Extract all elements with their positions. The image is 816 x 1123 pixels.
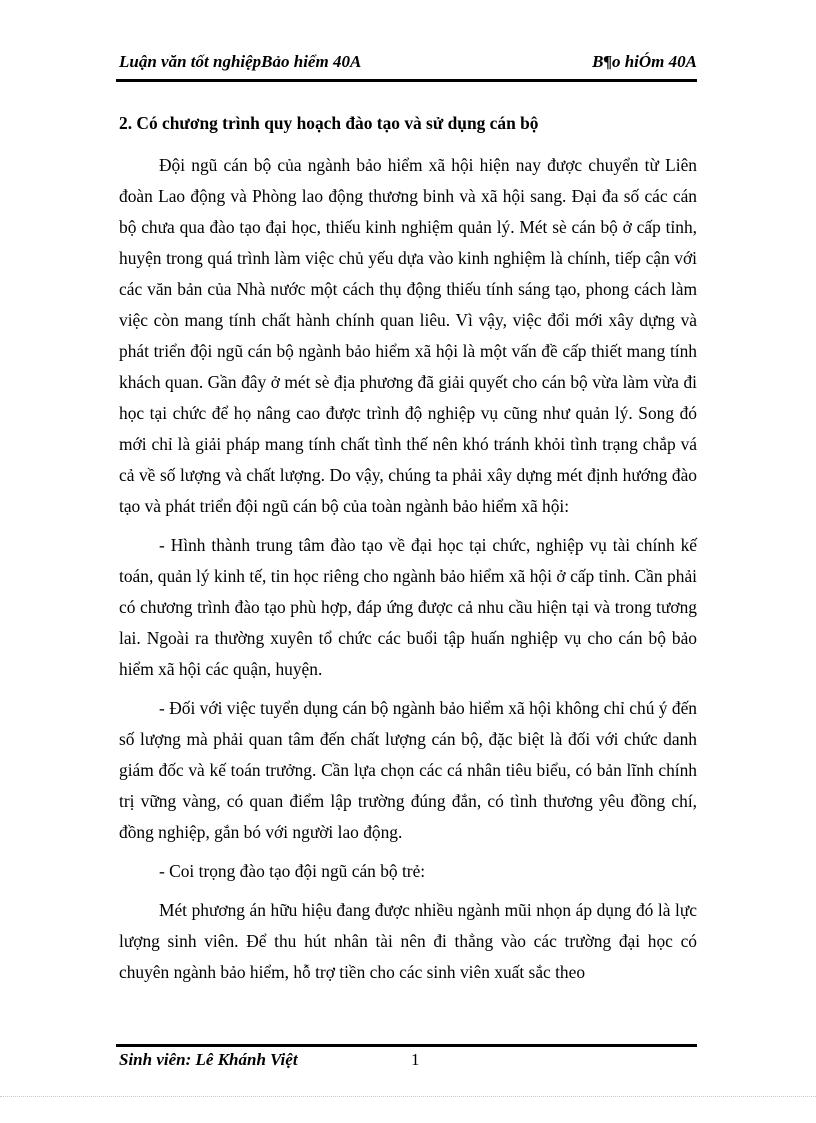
paragraph-training-center: - Hình thành trung tâm đào tạo về đại học tại chức, nghiệp vụ tài chính kế toán, quản lý kinh tế, tin học riêng cho ngành bảo hiểm xã hội ở cấp tỉnh. Cần phải có chương trình đào tạo phù hợp, đáp ứng được cả nhu cầu hiện tại và trong tương lai. Ngoài ra thường xuyên tổ chức các buổi tập huấn nghiệp vụ cho cán bộ bảo hiểm xã hội các quận, huyện. (119, 535, 697, 679)
page-bottom-dotted-line (0, 1096, 816, 1097)
header-class-name: B¶o hiÓm 40A (592, 52, 697, 71)
page-footer (119, 1050, 697, 1074)
page-number: 1 (411, 1050, 420, 1069)
header-thesis-title: Luận văn tốt nghiệpBảo hiểm 40A (119, 52, 362, 71)
footer-student-name: Sinh viên: Lê Khánh Việt (119, 1050, 298, 1069)
header-rule (116, 79, 697, 82)
paragraph-young-staff: - Coi trọng đào tạo đội ngũ cán bộ trẻ: (159, 861, 426, 881)
paragraph-intro: Đội ngũ cán bộ của ngành bảo hiểm xã hội hiện nay được chuyển từ Liên đoàn Lao động và Phòng lao động thương binh và xã hội sang. Đại đa số các cán bộ chưa qua đào tạo đại học, thiếu kinh nghiệm quản lý. Mét sè cán bộ ở cấp tỉnh, huyện trong quá trình làm việc chủ yếu dựa vào kinh nghiệm là chính, tiếp cận với các văn bản của Nhà nước một cách thụ động thiếu tính sáng tạo, phong cách làm việc còn mang tính chất hành chính quan liêu. Vì vậy, việc đổi mới xây dựng và phát triển đội ngũ cán bộ ngành bảo hiểm xã hội là một vấn đề cấp thiết mang tính khách quan. Gần đây ở mét sè địa phương đã giải quyết cho cán bộ vừa làm vừa đi học tại chức để họ nâng cao được trình độ nghiệp vụ cũng như quản lý. Song đó mới chỉ là giải pháp mang tính chất tình thế nên khó tránh khỏi tình trạng chắp vá cả về số lượng và chất lượng. Do vậy, chúng ta phải xây dựng mét định hướng đào tạo và phát triển đội ngũ cán bộ của toàn ngành bảo hiểm xã hội: (119, 155, 697, 516)
paragraph-students: Mét phương án hữu hiệu đang được nhiều ngành mũi nhọn áp dụng đó là lực lượng sinh viên. Để thu hút nhân tài nên đi thẳng vào các trường đại học có chuyên ngành bảo hiểm, hỗ trợ tiền cho các sinh viên xuất sắc theo (119, 900, 697, 982)
footer-rule (116, 1044, 697, 1047)
page-content (119, 108, 697, 988)
section-title: 2. Có chương trình quy hoạch đào tạo và sử dụng cán bộ (119, 113, 539, 133)
paragraph-recruitment: - Đối với việc tuyển dụng cán bộ ngành bảo hiểm xã hội không chỉ chú ý đến số lượng mà phải quan tâm đến chất lượng cán bộ, đặc biệt là đối với chức danh giám đốc và kế toán trưởng. Cần lựa chọn các cá nhân tiêu biểu, có bản lĩnh chính trị vững vàng, có quan điểm lập trường đúng đắn, có tình thương yêu đồng chí, đồng nghiệp, gắn bó với người lao động. (119, 698, 697, 842)
page-header (119, 52, 697, 78)
